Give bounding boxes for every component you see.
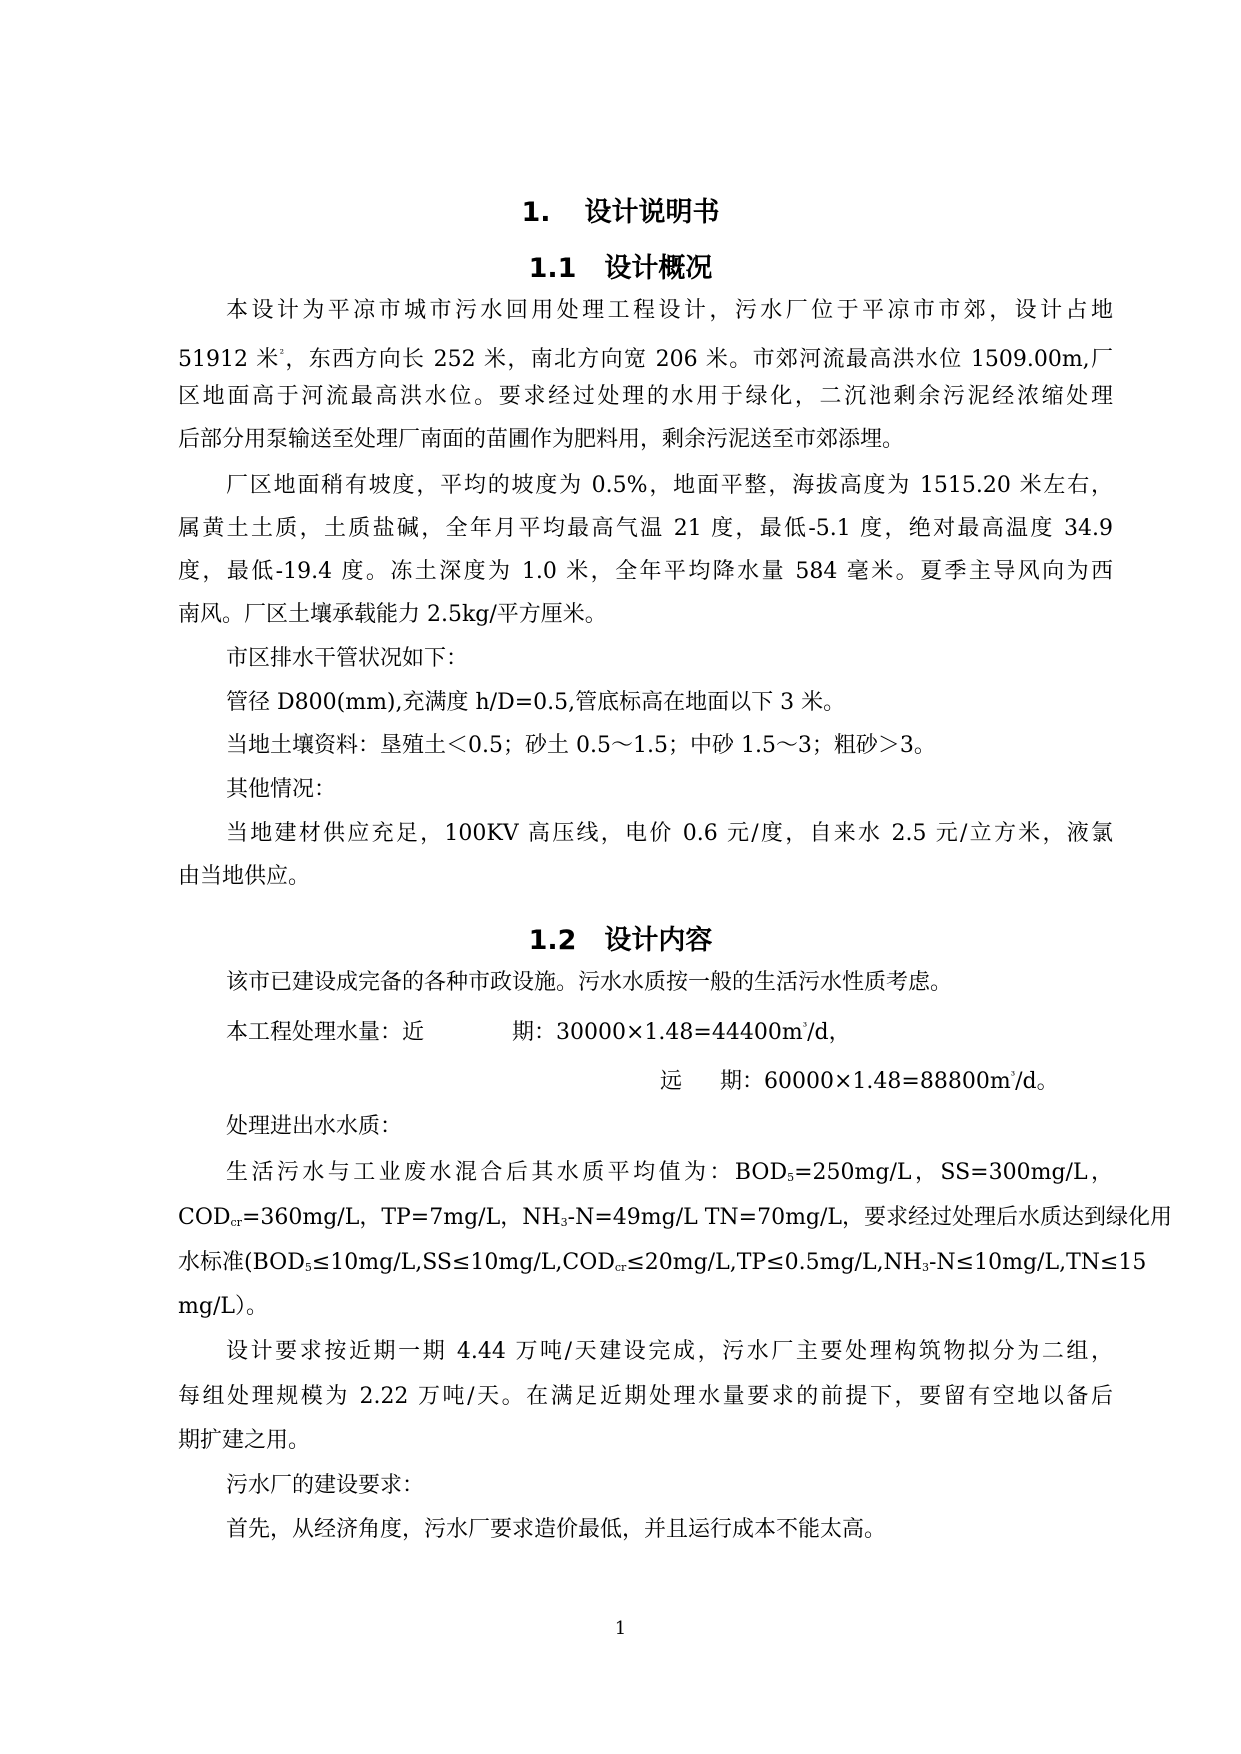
paragraph-line: 后部分用泵输送至处理厂南面的苗圃作为肥料用，剩余污泥送至市郊添埋。: [178, 427, 905, 452]
text-run: ，东西方向长 252 米，南北方向宽 206 米。市郊河流最高洪水位 1509.00m,厂: [284, 347, 1113, 372]
paragraph-line: 本设计为平凉市城市污水回用处理工程设计，污水厂位于平凉市市郊，设计占地: [226, 298, 1113, 323]
text-run: 51912 米: [178, 347, 280, 372]
paragraph-line: 当地土壤资料：垦殖土＜0.5；砂土 0.5～1.5；中砂 1.5～3；粗砂＞3。: [226, 733, 936, 758]
paragraph-line: [178, 339, 1113, 375]
text-run: 水标准(BOD: [178, 1250, 305, 1275]
subscript: cr: [230, 1216, 242, 1229]
paragraph-line: 该市已建设成完备的各种市政设施。污水水质按一般的生活污水性质考虑。: [226, 970, 953, 995]
paragraph-line: [226, 1158, 1113, 1193]
paragraph-line: 度，最低-19.4 度。冻土深度为 1.0 米，全年平均降水量 584 毫米。夏季主导风向为西: [178, 559, 1113, 584]
paragraph-line: 市区排水干管状况如下：: [226, 646, 469, 671]
paragraph-line: mg/L）。: [178, 1294, 268, 1319]
section-number: 1.2: [528, 925, 577, 956]
paragraph-line: 南风。厂区土壤承载能力 2.5kg/平方厘米。: [178, 602, 607, 627]
paragraph-line: 当地建材供应充足，100KV 高压线，电价 0.6 元/度，自来水 2.5 元/立方米，液氯: [226, 821, 1113, 846]
section-heading-1-2: [0, 918, 1241, 957]
section-heading-1-1: [0, 246, 1241, 285]
text-run: ≤20mg/L,TP≤0.5mg/L,NH: [626, 1250, 922, 1275]
paragraph-line: 由当地供应。: [178, 864, 311, 889]
text-run: -N=49mg/L TN=70mg/L，要求经过处理后水质达到绿化用: [567, 1205, 1173, 1230]
paragraph-line: 设计要求按近期一期 4.44 万吨/天建设完成，污水厂主要处理构筑物拟分为二组，: [226, 1339, 1113, 1364]
paragraph-line: [178, 1248, 1147, 1283]
text-run: =250mg/L，SS=300mg/L，: [794, 1160, 1113, 1185]
paragraph-line: 其他情况：: [226, 777, 337, 802]
paragraph-line: 每组处理规模为 2.22 万吨/天。在满足近期处理水量要求的前提下，要留有空地以备后: [178, 1384, 1113, 1409]
subscript: cr: [614, 1261, 627, 1274]
superscript: ²: [279, 347, 285, 360]
subscript: 3: [922, 1261, 929, 1274]
superscript: ³: [802, 1020, 808, 1033]
subscript: 5: [787, 1171, 795, 1184]
text-run: =360mg/L，TP=7mg/L，NH: [241, 1205, 561, 1230]
page-number: 1: [614, 1618, 627, 1639]
paragraph-line: 污水厂的建设要求：: [226, 1473, 425, 1498]
text-run: 本工程处理水量：近: [226, 1020, 425, 1045]
paragraph-line: 期扩建之用。: [178, 1428, 311, 1453]
text-run: 生活污水与工业废水混合后其水质平均值为：BOD: [226, 1160, 788, 1185]
text-run: /d，: [807, 1020, 851, 1045]
text-run: 期：60000×1.48=88800m: [720, 1069, 1011, 1094]
superscript: ³: [1010, 1069, 1016, 1082]
section-title: 设计概况: [604, 253, 713, 284]
paragraph-line: 区地面高于河流最高洪水位。要求经过处理的水用于绿化，二沉池剩余污泥经浓缩处理: [178, 384, 1113, 409]
chapter-title: 设计说明书: [584, 197, 720, 228]
text-run: -N≤10mg/L,TN≤15: [929, 1250, 1147, 1275]
section-number: 1.1: [528, 253, 577, 284]
section-title: 设计内容: [604, 925, 713, 956]
text-run: /d。: [1015, 1069, 1059, 1094]
paragraph-line: 处理进出水水质：: [226, 1114, 403, 1139]
chapter-number: 1.: [521, 197, 551, 228]
flow-near-line: [226, 1012, 851, 1048]
paragraph-line: 厂区地面稍有坡度，平均的坡度为 0.5%，地面平整，海拔高度为 1515.20 米左右，: [226, 473, 1113, 498]
subscript: 3: [560, 1216, 568, 1229]
text-run: 远: [660, 1069, 683, 1094]
paragraph-line: [178, 1203, 1173, 1238]
subscript: 5: [304, 1261, 312, 1274]
paragraph-line: 属黄土土质，土质盐碱，全年月平均最高气温 21 度，最低-5.1 度，绝对最高温度 34.9: [178, 516, 1113, 541]
paragraph-line: 首先，从经济角度，污水厂要求造价最低，并且运行成本不能太高。: [226, 1517, 887, 1542]
text-run: COD: [178, 1205, 231, 1230]
paragraph-line: 管径 D800(mm),充满度 h/D=0.5,管底标高在地面以下 3 米。: [226, 690, 846, 715]
text-run: ≤10mg/L,SS≤10mg/L,COD: [311, 1250, 615, 1275]
flow-far-line: [660, 1061, 1059, 1097]
text-run: 期：30000×1.48=44400m: [512, 1020, 803, 1045]
chapter-heading: [0, 190, 1241, 229]
